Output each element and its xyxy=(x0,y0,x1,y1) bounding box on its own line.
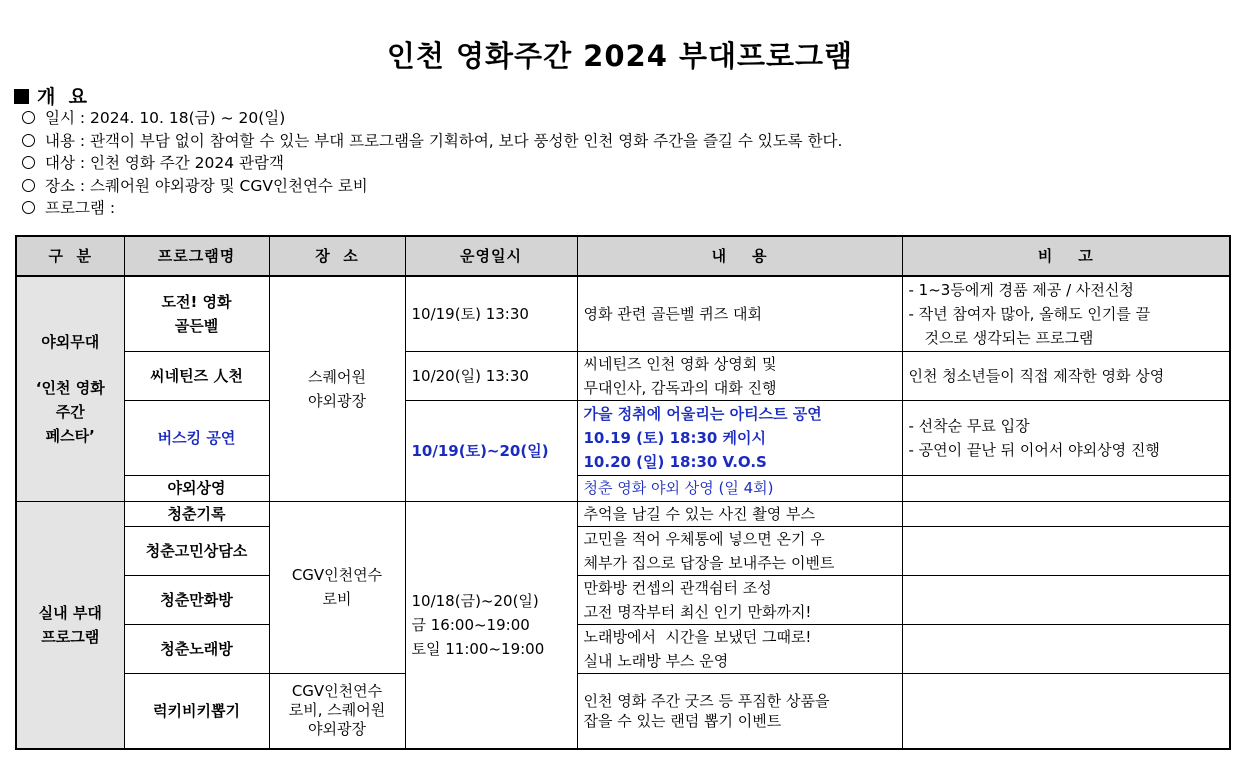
table-row xyxy=(16,501,1230,526)
content-text: 인천 영화 주간 굿즈 등 푸짐한 상품을 xyxy=(583,691,830,710)
place-text: CGV인천연수 xyxy=(291,566,383,584)
schedule-text: 토일 11:00~19:00 xyxy=(411,639,545,658)
content-text: 가을 정취에 어울리는 아티스트 공연 xyxy=(583,404,822,423)
note-lucky-draw xyxy=(902,673,1230,749)
table-row xyxy=(16,351,1230,400)
program-name-text: 도전! 영화 xyxy=(161,292,232,311)
place-text: 스퀘어원 xyxy=(308,367,366,386)
program-table xyxy=(15,235,1231,750)
program-name-lucky-draw: 럭키비키뽑기 xyxy=(124,673,269,749)
note-text: - 1~3등에게 경품 제공 / 사전신청 xyxy=(908,280,1134,299)
category-outdoor xyxy=(16,276,124,501)
circle-bullet-icon xyxy=(22,201,35,214)
circle-bullet-icon xyxy=(22,156,35,169)
note-text: - 작년 참여자 많아, 올해도 인기를 끌 xyxy=(908,304,1151,323)
page-title: 인천 영화주간 2024 부대프로그램 xyxy=(386,39,854,73)
overview-item-place xyxy=(22,175,842,198)
note-text: - 선착순 무료 입장 xyxy=(908,416,1030,435)
table-row xyxy=(16,624,1230,673)
program-name-youth-record: 청춘기록 xyxy=(124,501,269,526)
schedule-golden-bell: 10/19(토) 13:30 xyxy=(405,276,577,351)
note-text: 것으로 생각되는 프로그램 xyxy=(924,328,1094,347)
place-text: 로비 xyxy=(322,590,352,608)
place-text: 야외광장 xyxy=(308,391,366,410)
schedule-busking: 10/19(토)~20(일) xyxy=(405,400,577,501)
category-text: 야외무대 xyxy=(41,332,100,351)
content-outdoor-screening: 청춘 영화 야외 상영 (일 4회) xyxy=(577,475,902,501)
category-text: ‘인천 영화 xyxy=(35,378,105,397)
table-row xyxy=(16,673,1230,749)
content-youth-record: 추억을 남길 수 있는 사진 촬영 부스 xyxy=(577,501,902,526)
content-text: 고민을 적어 우체통에 넣으면 온기 우 xyxy=(583,529,825,548)
content-lucky-draw xyxy=(577,673,902,749)
schedule-text: 금 16:00~19:00 xyxy=(411,615,530,634)
header-schedule: 운영일시 xyxy=(405,236,577,276)
place-text: CGV인천연수 xyxy=(291,682,383,701)
note-text: - 공연이 끝난 뒤 이어서 야외상영 진행 xyxy=(908,440,1160,459)
table-header-row xyxy=(16,236,1230,276)
circle-bullet-icon xyxy=(22,111,35,124)
content-text: 잡을 수 있는 랜덤 뽑기 이벤트 xyxy=(583,711,782,730)
note-worry-counseling xyxy=(902,526,1230,575)
category-text: 프로그램 xyxy=(41,627,100,646)
table-row xyxy=(16,575,1230,624)
note-comic-room xyxy=(902,575,1230,624)
content-text: 10.20 (일) 18:30 V.O.S xyxy=(583,452,767,471)
category-text: 주간 xyxy=(55,402,85,421)
overview-list xyxy=(22,107,842,220)
black-square-bullet-icon xyxy=(14,89,29,104)
program-name-busking: 버스킹 공연 xyxy=(124,400,269,475)
overview-heading-text: 개 요 xyxy=(37,86,87,108)
overview-item-program xyxy=(22,197,842,220)
content-karaoke xyxy=(577,624,902,673)
table-row xyxy=(16,526,1230,575)
content-text: 체부가 집으로 답장을 보내주는 이벤트 xyxy=(583,553,835,572)
content-text: 고전 명작부터 최신 인기 만화까지! xyxy=(583,602,812,621)
overview-item-text: 장소 : 스퀘어원 야외광장 및 CGV인천연수 로비 xyxy=(45,176,368,195)
note-golden-bell xyxy=(902,276,1230,351)
header-program-name: 프로그램명 xyxy=(124,236,269,276)
header-place: 장 소 xyxy=(269,236,405,276)
content-worry-counseling xyxy=(577,526,902,575)
content-golden-bell: 영화 관련 골든벨 퀴즈 대회 xyxy=(577,276,902,351)
content-comic-room xyxy=(577,575,902,624)
content-text: 실내 노래방 부스 운영 xyxy=(583,651,729,670)
program-name-worry-counseling: 청춘고민상담소 xyxy=(124,526,269,575)
overview-item-date xyxy=(22,107,842,130)
place-lucky-draw xyxy=(269,673,405,749)
content-busking xyxy=(577,400,902,475)
program-name-golden-bell xyxy=(124,276,269,351)
header-note: 비 고 xyxy=(902,236,1230,276)
program-name-text: 골든벨 xyxy=(174,316,219,335)
content-text: 씨네틴즈 인천 영화 상영회 및 xyxy=(583,354,777,373)
note-youth-record xyxy=(902,501,1230,526)
content-text: 노래방에서 시간을 보냈던 그때로! xyxy=(583,627,812,646)
note-cineteens: 인천 청소년들이 직접 제작한 영화 상영 xyxy=(902,351,1230,400)
table-row xyxy=(16,400,1230,475)
schedule-indoor xyxy=(405,501,577,749)
overview-item-content xyxy=(22,130,842,153)
overview-item-text: 프로그램 : xyxy=(45,199,116,217)
table-row xyxy=(16,475,1230,501)
program-name-outdoor-screening: 야외상영 xyxy=(124,475,269,501)
overview-heading xyxy=(14,82,87,109)
place-text: 로비, 스퀘어원 xyxy=(288,701,386,720)
table-row xyxy=(16,276,1230,351)
overview-item-text: 내용 : 관객이 부담 없이 참여할 수 있는 부대 프로그램을 기획하여, 보다 풍성한 인천 영화 주간을 즐길 수 있도록 한다. xyxy=(45,131,843,150)
program-name-cineteens: 씨네틴즈 人천 xyxy=(124,351,269,400)
overview-item-text: 일시 : 2024. 10. 18(금) ~ 20(일) xyxy=(45,109,286,127)
schedule-cineteens: 10/20(일) 13:30 xyxy=(405,351,577,400)
program-name-karaoke: 청춘노래방 xyxy=(124,624,269,673)
content-text: 무대인사, 감독과의 대화 진행 xyxy=(583,378,777,397)
overview-item-text: 대상 : 인천 영화 주간 2024 관람객 xyxy=(45,154,284,172)
place-indoor xyxy=(269,501,405,673)
schedule-text: 10/18(금)~20(일) xyxy=(411,591,539,610)
content-cineteens xyxy=(577,351,902,400)
circle-bullet-icon xyxy=(22,179,35,192)
category-indoor xyxy=(16,501,124,749)
place-outdoor xyxy=(269,276,405,501)
note-karaoke xyxy=(902,624,1230,673)
place-text: 야외광장 xyxy=(308,720,366,739)
category-text: 실내 부대 xyxy=(38,603,102,622)
overview-item-target xyxy=(22,152,842,175)
circle-bullet-icon xyxy=(22,134,35,147)
program-name-comic-room: 청춘만화방 xyxy=(124,575,269,624)
note-busking xyxy=(902,400,1230,475)
category-text: 페스타’ xyxy=(45,426,95,445)
note-outdoor-screening xyxy=(902,475,1230,501)
header-content: 내 용 xyxy=(577,236,902,276)
content-text: 만화방 컨셉의 관객쉼터 조성 xyxy=(583,578,772,597)
header-category: 구 분 xyxy=(16,236,124,276)
content-text: 10.19 (토) 18:30 케이시 xyxy=(583,428,767,447)
